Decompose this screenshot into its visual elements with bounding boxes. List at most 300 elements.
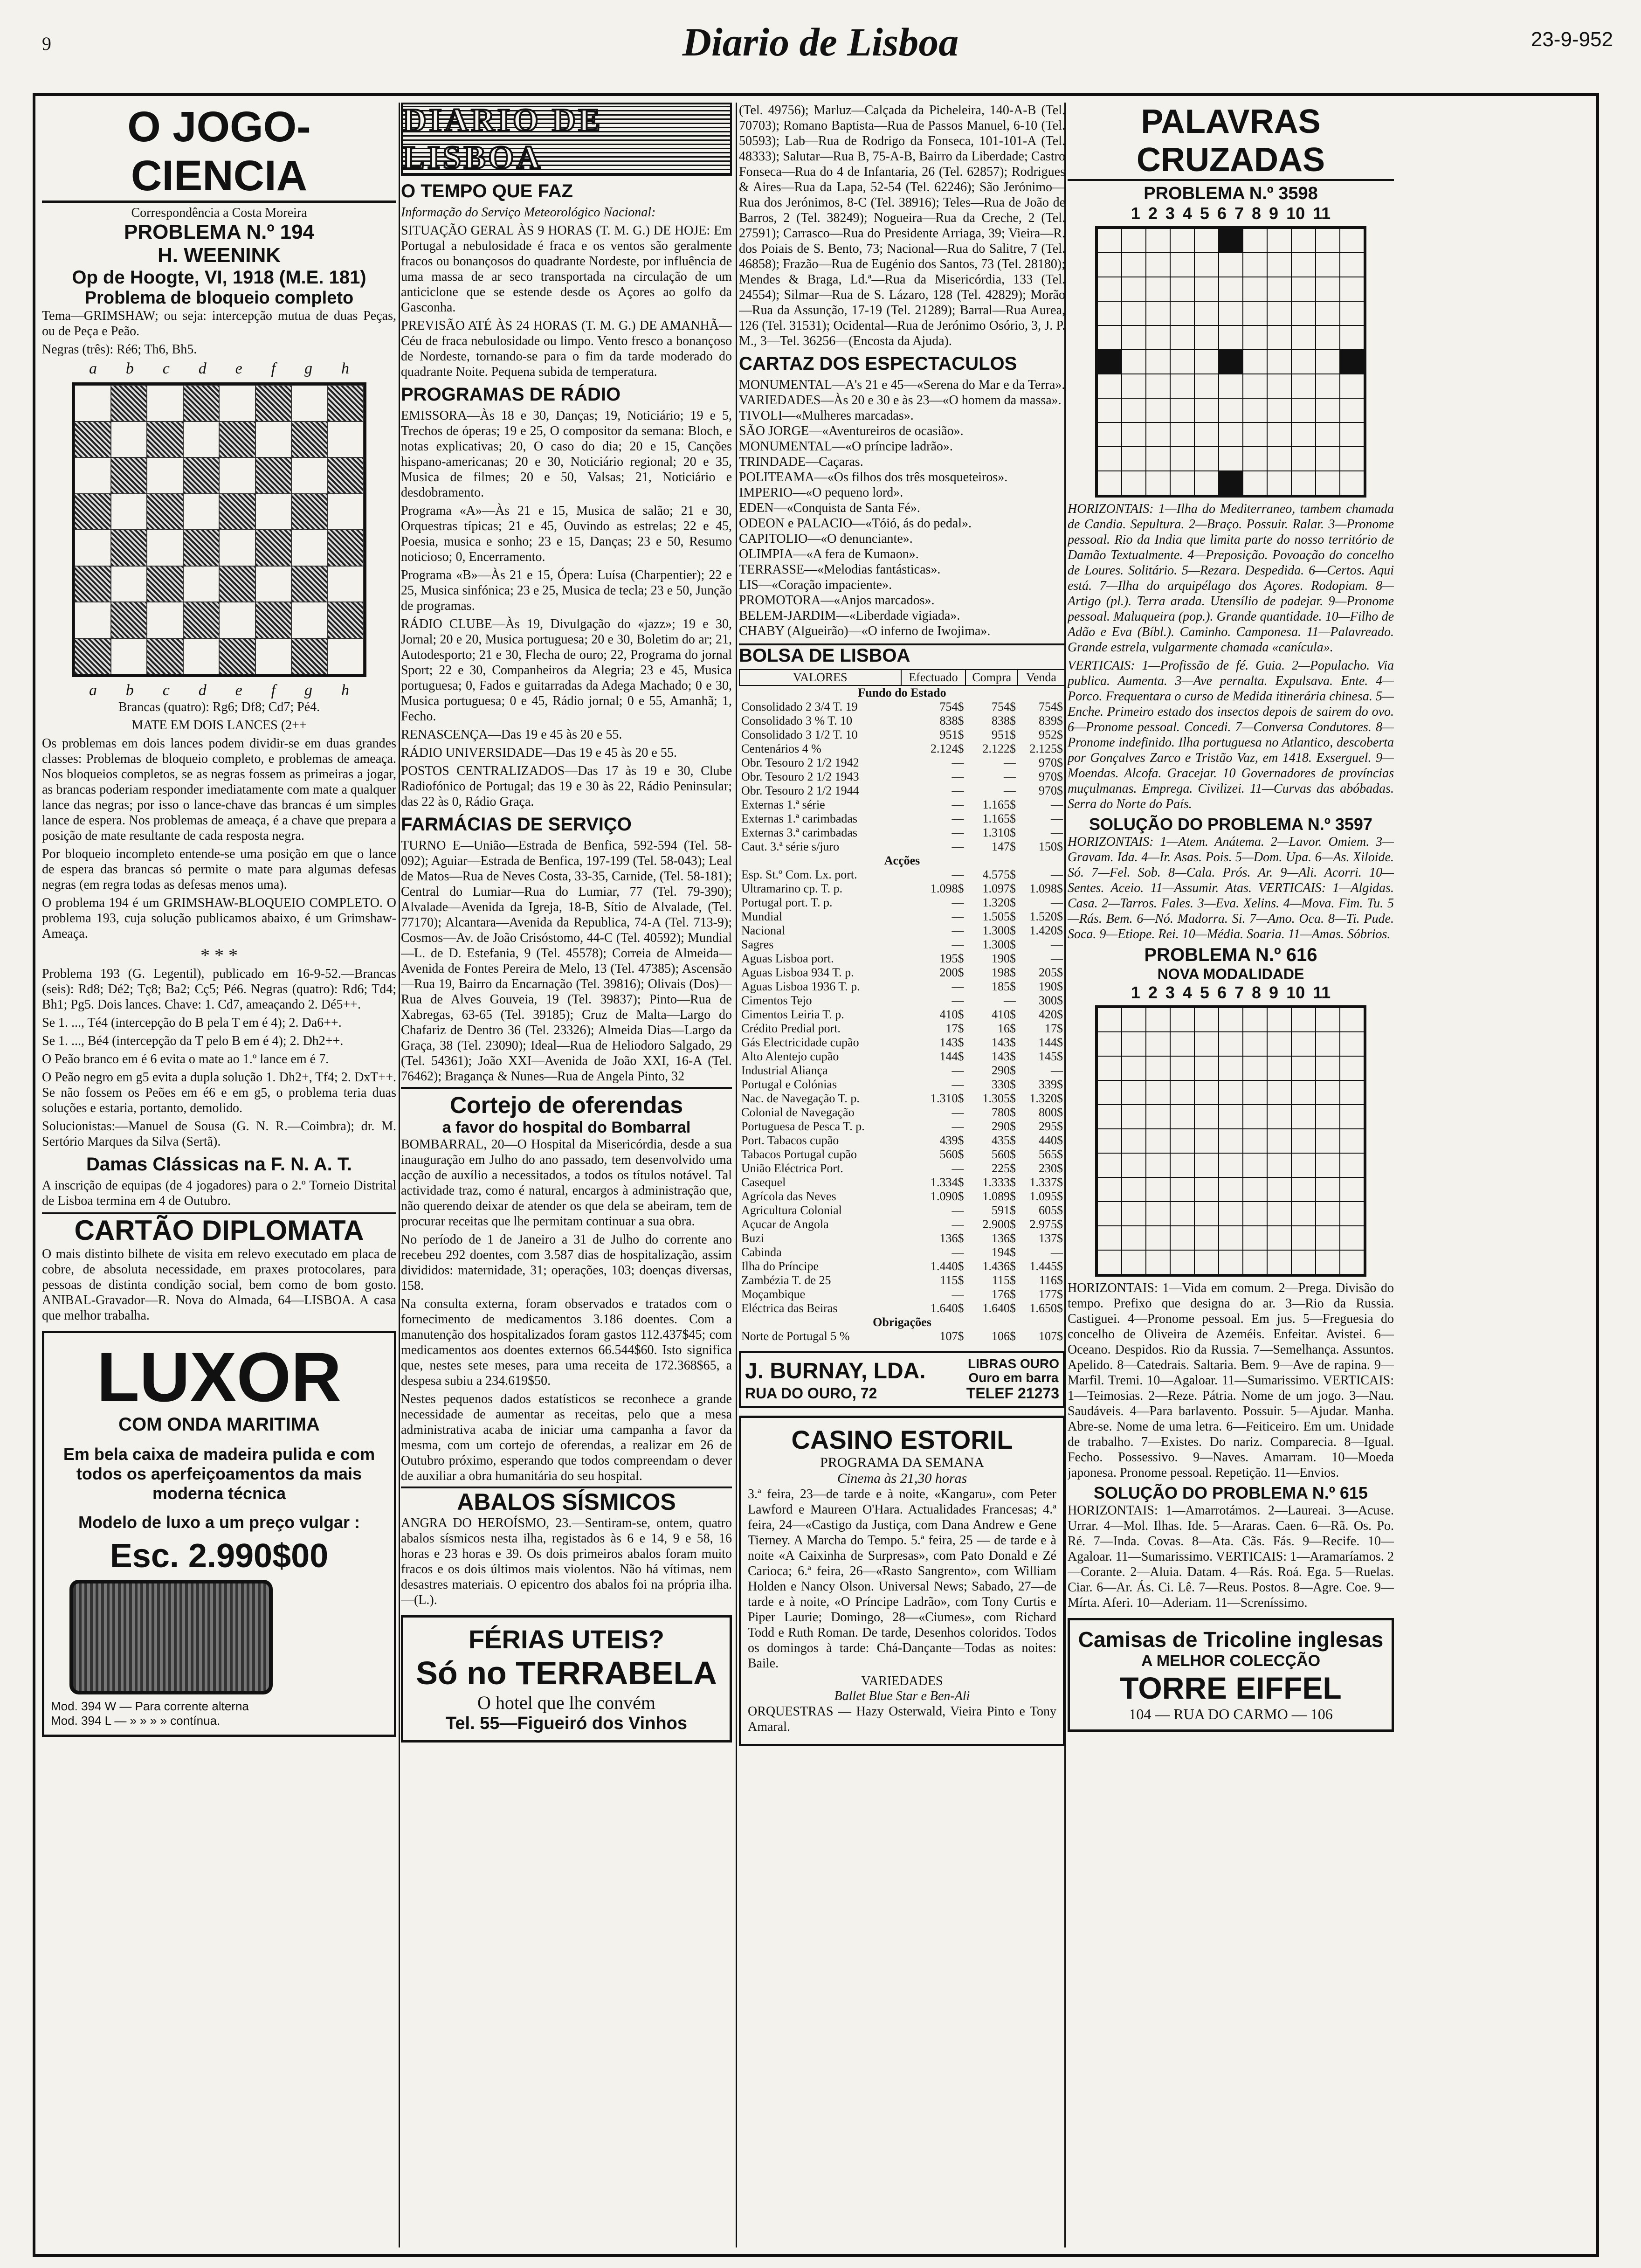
crossword-grid bbox=[1095, 226, 1366, 498]
crossword-cell bbox=[1291, 350, 1316, 374]
tempo-text: PREVISÃO ATÉ ÀS 24 HORAS (T. M. G.) DE AMANHÃ—Céu de fraca nebulosidade ou limpo. Vento fresco a bonançoso de Nordeste, tornando-se para o fim da tarde moderado do quadrante Noite. Pequena subida de temperatura. bbox=[401, 318, 732, 379]
table-cell: 410$ bbox=[939, 1008, 964, 1021]
table-cell: 2.900$ bbox=[982, 1217, 1016, 1231]
table-cell: 591$ bbox=[991, 1203, 1016, 1217]
table-cell: 143$ bbox=[939, 1036, 964, 1049]
luxor-brand: LUXOR bbox=[97, 1338, 342, 1416]
table-cell: 143$ bbox=[991, 1050, 1016, 1063]
solution-title: SOLUÇÃO DO PROBLEMA N.º 615 bbox=[1094, 1483, 1368, 1502]
table-cell: — bbox=[952, 798, 964, 811]
crossword-cell bbox=[1316, 1008, 1340, 1032]
bolsa-title: BOLSA DE LISBOA bbox=[739, 643, 1065, 666]
crossword-cell bbox=[1340, 277, 1364, 301]
board-square bbox=[255, 566, 292, 602]
table-cell: Colonial de Navegação bbox=[741, 1106, 855, 1119]
table-cell: — bbox=[952, 826, 964, 839]
table-row bbox=[739, 1329, 1065, 1343]
crossword-cell bbox=[1194, 471, 1219, 495]
board-square bbox=[75, 494, 111, 530]
table-cell: 150$ bbox=[1039, 840, 1063, 853]
crossword-cell bbox=[1122, 1080, 1146, 1105]
crossword-cell bbox=[1219, 325, 1243, 350]
crossword-cell bbox=[1194, 1105, 1219, 1129]
crossword-cell bbox=[1170, 1008, 1194, 1032]
table-cell: 1.300$ bbox=[982, 938, 1016, 951]
crossword-cell bbox=[1146, 1032, 1170, 1056]
crossword-cell bbox=[1146, 253, 1170, 277]
crossword-cell bbox=[1146, 1056, 1170, 1080]
crossword-cell bbox=[1340, 1177, 1364, 1202]
board-square bbox=[291, 494, 328, 530]
news-column bbox=[401, 103, 732, 1742]
crossword-cell bbox=[1291, 471, 1316, 495]
board-square bbox=[328, 457, 364, 494]
crossword-cell bbox=[1316, 1202, 1340, 1226]
chess-board bbox=[72, 382, 366, 677]
table-cell: — bbox=[1051, 896, 1063, 909]
board-square bbox=[291, 638, 328, 675]
crossword-cell bbox=[1146, 301, 1170, 325]
table-section-title: Fundo do Estado bbox=[858, 686, 946, 699]
crossword-cell bbox=[1170, 325, 1194, 350]
ferias-title: FÉRIAS UTEIS? bbox=[468, 1625, 665, 1654]
crossword-cell bbox=[1267, 253, 1291, 277]
crossword-cell bbox=[1243, 325, 1267, 350]
table-cell: 144$ bbox=[1039, 1036, 1063, 1049]
crossword-cell bbox=[1097, 253, 1122, 277]
table-cell: Buzi bbox=[741, 1231, 765, 1245]
table-cell: — bbox=[1003, 784, 1016, 797]
board-square bbox=[255, 530, 292, 566]
table-cell: 1.090$ bbox=[930, 1189, 964, 1203]
board-square bbox=[219, 566, 255, 602]
crossword-cell bbox=[1194, 1032, 1219, 1056]
crossword-cell bbox=[1219, 1250, 1243, 1274]
crossword-modality: NOVA MODALIDADE bbox=[1157, 966, 1304, 982]
crossword-cell bbox=[1267, 1226, 1291, 1250]
crossword-cell bbox=[1243, 471, 1267, 495]
table-row bbox=[739, 1120, 1065, 1134]
board-square bbox=[183, 530, 220, 566]
luxor-model: Modelo de luxo a um preço vulgar : bbox=[78, 1513, 360, 1532]
casino-ballet: Ballet Blue Star e Ben-Ali bbox=[834, 1689, 970, 1703]
table-cell: União Eléctrica Port. bbox=[741, 1162, 843, 1175]
table-cell: — bbox=[952, 1245, 964, 1259]
crossword-cell bbox=[1194, 447, 1219, 471]
crossword-cell bbox=[1170, 1177, 1194, 1202]
crossword-cell bbox=[1122, 1250, 1146, 1274]
luxor-price: Esc. 2.990$00 bbox=[110, 1537, 329, 1575]
radio-text: EMISSORA—Às 18 e 30, Danças; 19, Noticiário; 19 e 5, Trechos de óperas; 19 e 25, O compositor da semana: Bloch, e notas explicativas; 20, O caso do dia; 20 e 15, Canções hispano-americanas; 20 e 30, Noticiário regional; 20 e 35, Musica de filmes; 20 e 50, Valsas; 21, Noticiário e desdobramento. bbox=[401, 408, 732, 500]
crossword-grid bbox=[1095, 1005, 1366, 1277]
table-cell: 1.300$ bbox=[982, 924, 1016, 937]
board-square bbox=[147, 638, 183, 675]
board-square bbox=[75, 530, 111, 566]
torre-eiffel-ad bbox=[1068, 1618, 1394, 1732]
table-cell: — bbox=[952, 896, 964, 909]
table-cell: 190$ bbox=[1039, 980, 1063, 993]
crossword-cell bbox=[1267, 1177, 1291, 1202]
table-cell: 1.640$ bbox=[982, 1301, 1016, 1315]
table-cell: 1.440$ bbox=[930, 1259, 964, 1273]
blacks-position: Negras (três): Ré6; Th6, Bh5. bbox=[42, 342, 197, 357]
chess-text: Se 1. ..., Bé4 (intercepção da T pelo B em é 4); 2. Dh2++. bbox=[42, 1034, 344, 1048]
board-square bbox=[219, 422, 255, 458]
crossword-cell bbox=[1219, 422, 1243, 447]
crossword-cell bbox=[1122, 374, 1146, 398]
table-cell: Agrícola das Neves bbox=[741, 1189, 836, 1203]
crossword-cell bbox=[1316, 1177, 1340, 1202]
table-row bbox=[739, 938, 1065, 952]
table-row bbox=[739, 952, 1065, 966]
crossword-cell bbox=[1340, 325, 1364, 350]
table-row bbox=[739, 1064, 1065, 1078]
crossword-cell bbox=[1194, 301, 1219, 325]
table-cell: 205$ bbox=[1039, 966, 1063, 979]
crossword-cell bbox=[1097, 1080, 1122, 1105]
damas-text: A inscrição de equipas (de 4 jogadores) para o 2.º Torneio Distrital de Lisboa termina em 4 de Outubro. bbox=[42, 1178, 396, 1208]
crossword-cell bbox=[1146, 374, 1170, 398]
whites-position: Brancas (quatro): Rg6; Df8; Cd7; Pé4. bbox=[118, 700, 320, 714]
board-files-top: a b c d e f g h bbox=[89, 360, 349, 377]
crossword-cell bbox=[1097, 422, 1122, 447]
table-cell: Nac. de Navegação T. p. bbox=[741, 1092, 860, 1105]
table-cell: — bbox=[1051, 1245, 1063, 1259]
radio-text: Programa «A»—Às 21 e 15, Musica de salão; 21 e 30, Orquestras típicas; 21 e 45, Ouvindo as estrelas; 22 e 45, Poesia, musica e sonho; 23 e 15, Danças; 23 e 50, Resumo noticioso; 0, Encerramento. bbox=[401, 504, 732, 564]
table-cell: — bbox=[952, 756, 964, 769]
table-cell: 230$ bbox=[1039, 1162, 1063, 1175]
crossword-cell bbox=[1146, 277, 1170, 301]
crossword-cell bbox=[1194, 1250, 1219, 1274]
crossword-cell bbox=[1219, 253, 1243, 277]
table-cell: 838$ bbox=[991, 714, 1016, 727]
table-cell: 1.640$ bbox=[930, 1301, 964, 1315]
crossword-cell bbox=[1194, 374, 1219, 398]
crossword-cell bbox=[1267, 1153, 1291, 1177]
board-square bbox=[147, 422, 183, 458]
crossword-cell bbox=[1170, 1153, 1194, 1177]
table-cell: — bbox=[952, 994, 964, 1007]
crossword-problem: PROBLEMA N.º 616 bbox=[1144, 945, 1317, 965]
crossword-cell bbox=[1219, 1105, 1243, 1129]
crossword-cell bbox=[1316, 277, 1340, 301]
table-row bbox=[739, 882, 1065, 896]
chess-text: Os problemas em dois lances podem dividir-se em duas grandes classes: Problemas de bloqueio completo, e problemas de ameaça. Nos bloqueios completos, se as negras fossem as primeiras a jogar, as brancas poderiam responder imediatamente com mate a qualquer lance das negras; por isso o lance-chave das brancas é um simples lance de espera. Nos problemas de ameaça, é a chave que prepara a posição de mate resultante de cada resposta negra. bbox=[42, 736, 396, 843]
table-cell: 605$ bbox=[1039, 1203, 1063, 1217]
crossword-cell bbox=[1122, 1008, 1146, 1032]
crossword-cell bbox=[1219, 1032, 1243, 1056]
crossword-cell bbox=[1243, 422, 1267, 447]
table-cell: 800$ bbox=[1039, 1106, 1063, 1119]
board-square bbox=[183, 422, 220, 458]
crossword-cell bbox=[1291, 228, 1316, 253]
table-row bbox=[739, 1203, 1065, 1217]
table-row bbox=[739, 896, 1065, 910]
crossword-cell bbox=[1146, 447, 1170, 471]
crossword-cell bbox=[1194, 1202, 1219, 1226]
crossword-cell bbox=[1291, 374, 1316, 398]
table-cell: Tabacos Portugal cupão bbox=[741, 1148, 857, 1161]
crossword-cell bbox=[1122, 1129, 1146, 1153]
table-cell: Moçambique bbox=[741, 1287, 806, 1301]
table-cell: Agricultura Colonial bbox=[741, 1203, 842, 1217]
crossword-cell bbox=[1267, 422, 1291, 447]
crossword-cell bbox=[1170, 1056, 1194, 1080]
column-divider bbox=[736, 103, 737, 2247]
chess-text: Se 1. ..., Té4 (intercepção do B pela T em é 4); 2. Da6++. bbox=[42, 1016, 342, 1030]
crossword-cell bbox=[1194, 325, 1219, 350]
table-cell: Consolidado 3 1/2 T. 10 bbox=[741, 728, 858, 741]
problem-subtitle: Problema de bloqueio completo bbox=[84, 288, 354, 308]
crossword-cell bbox=[1340, 1250, 1364, 1274]
crossword-cell bbox=[1340, 253, 1364, 277]
board-square bbox=[147, 530, 183, 566]
radio-text: POSTOS CENTRALIZADOS—Das 17 às 19 e 30, Clube Radiofónico de Portugal; das 19 e 30 às 22, Rádio Peninsular; das 22 às 0, Rádio Graça. bbox=[401, 764, 732, 809]
table-row bbox=[739, 770, 1065, 784]
crossword-cell bbox=[1340, 471, 1364, 495]
crossword-cell bbox=[1340, 1008, 1364, 1032]
crossword-column bbox=[1068, 103, 1394, 1732]
board-square bbox=[111, 422, 147, 458]
crossword-cell bbox=[1219, 471, 1243, 495]
separator-stars: * * * bbox=[200, 945, 238, 966]
crossword-cell bbox=[1194, 1056, 1219, 1080]
burnay-line: Ouro em barra bbox=[968, 1370, 1059, 1385]
crossword-cell bbox=[1291, 1153, 1316, 1177]
crossword-cell bbox=[1267, 277, 1291, 301]
crossword-cell bbox=[1122, 1056, 1146, 1080]
crossword-cell bbox=[1170, 422, 1194, 447]
table-cell: Aguas Lisboa 934 T. p. bbox=[741, 966, 854, 979]
camisas-line: Camisas de Tricoline inglesas bbox=[1078, 1627, 1384, 1652]
crossword-cell bbox=[1316, 325, 1340, 350]
crossword-cell bbox=[1340, 1080, 1364, 1105]
crossword-title: PALAVRAS CRUZADAS bbox=[1068, 103, 1394, 181]
table-cell: 1.098$ bbox=[1029, 882, 1063, 895]
crossword-cell bbox=[1219, 1153, 1243, 1177]
cortejo-text: BOMBARRAL, 20—O Hospital da Misericórdia, desde a sua inauguração em Julho do ano passado, tem desenvolvido uma acção de auxílio a necessitados, a todos os títulos notável. Tal actividade traz, como é natural, encargos à administração que, não querendo deixar de atender os que dela se abeiram, tem de procurar receitas que lhe permitam continuar a sua obra. bbox=[401, 1137, 732, 1229]
table-cell: — bbox=[1051, 826, 1063, 839]
casino-text: 3.ª feira, 23—de tarde e à noite, «Kangaru», com Peter Lawford e Maureen O'Hara. Actualidades Francesas; 4.ª feira, 24—«Castigo da Justiça, com Dana Andrew e Gene Tierney. A Marcha do Tempo. 5.ª feira, 25 — de tarde e à noite «A Caixinha de Surpresas», com Pato Donald e Zé Carioca; 6.ª feira, 26—«Rasto Sangrento», com William Holden e Nancy Olson. Universal News; Sabado, 27—de tarde e à noite, «O Príncipe Ladrão», com Tony Curtis e Piper Laurie; Domingo, 28—«Ciumes», com Richard Todd e Ruth Roman. De tarde, Desenhos coloridos. Todos os domingos à tarde: Chá-Dançante—Todas as noites: Baile. bbox=[748, 1487, 1056, 1671]
crossword-cell bbox=[1097, 1153, 1122, 1177]
table-cell: 839$ bbox=[1039, 714, 1063, 727]
crossword-cell bbox=[1316, 447, 1340, 471]
board-square bbox=[219, 638, 255, 675]
crossword-cell bbox=[1146, 1153, 1170, 1177]
board-square bbox=[255, 638, 292, 675]
table-cell: — bbox=[1003, 756, 1016, 769]
table-cell: 1.098$ bbox=[930, 882, 964, 895]
board-square bbox=[328, 602, 364, 638]
crossword-cell bbox=[1122, 1202, 1146, 1226]
crossword-clues: HORIZONTAIS: 1—Vida em comum. 2—Prega. Divisão do tempo. Prefixo que designa do ar. 3—Rio da Russia. Castiguei. 4—Pronome pessoal. Em jus. 5—Freguesia do concelho de Oliveira de Azeméis. Enfeitar. Avistei. 6—Oceano. Despidos. Rio da Russia. 7—Semelhança. Assuntos. Apelido. 8—Catedrais. Saltaria. Bem. 9—Ave de rapina. 9—Marfil. Tremi. 10—Agaloar. 11—Sumarissimo. VERTICAIS: 1—Teimosias. 2—Reze. Pátria. Nome de um jogo. 3—Nau. Saudáveis. 4—Para barlavento. Possuir. 5—Ajudar. Manha. Abre-se. Nome de uma letra. 6—Feiticeiro. Em um. Unidade de trabalho. 7—Existes. Do nariz. Comparecia. 8—Igual. Fecho. Possessivo. 9—Naves. Amarram. 10—Moeda japonesa. Pronome pessoal. Repetição. 11—Envios. bbox=[1068, 1281, 1394, 1480]
board-square bbox=[219, 494, 255, 530]
table-cell: 1.165$ bbox=[982, 812, 1016, 825]
column-divider bbox=[399, 103, 400, 2247]
table-row bbox=[739, 1301, 1065, 1315]
radio-title: PROGRAMAS DE RÁDIO bbox=[401, 384, 621, 405]
table-row bbox=[739, 840, 1065, 854]
table-cell: 435$ bbox=[991, 1134, 1016, 1147]
board-square bbox=[291, 385, 328, 422]
table-row bbox=[739, 1050, 1065, 1064]
crossword-problem: PROBLEMA N.º 3598 bbox=[1144, 184, 1318, 203]
table-cell: — bbox=[952, 1287, 964, 1301]
board-square bbox=[75, 457, 111, 494]
crossword-cell bbox=[1170, 350, 1194, 374]
table-cell: 200$ bbox=[939, 966, 964, 979]
pharmacy-continued: (Tel. 49756); Marluz—Calçada da Picheleira, 140-A-B (Tel. 70703); Romano Baptista—Rua de Passos Manuel, 6-10 (Tel. 50593); Lab—Rua de Rodrigo da Fonseca, 101-101-A (Tel. 48333); Salutar—Rua B, 75-A-B, Bairro da Liberdade; Castro Fonseca—Rua do 4 de Infantaria, 26 (Tel. 62857); Rodrigues & Aires—Rua da Lapa, 52-54 (Tel. 62246); São Jerónimo—Rua dos Jerónimos, 8-C (Tel. 38916); Teles—Rua de João de Barros, 2 (Tel. 38249); Nogueira—Rua da Creche, 2 (Tel. 27591); Carrasco—Rua do Presidente Arriaga, 39; Vieira—R. dos Poiais de S. Bento, 73; Nacional—Rua do Salitre, 7 (Tel. 46858); Frazão—Rua de Eugénio dos Santos, 73 (Tel. 28180); Mendes & Braga, Ld.ª—Rua da Misericórdia, 133 (Tel. 24554); Silmar—Rua de S. Lázaro, 128 (Tel. 42829); Morão—Rua da Assunção, 17-19 (Tel. 21289); Barral—Rua Aurea, 126 (Tel. 31531); Ocidental—Rua de Jerónimo Osório, 3, J. P. M., 3—Tel. 36256—(Encosta da Ajuda). bbox=[739, 103, 1065, 348]
crossword-cell bbox=[1243, 1226, 1267, 1250]
table-cell: 1.445$ bbox=[1029, 1259, 1063, 1273]
table-cell: 838$ bbox=[939, 714, 964, 727]
crossword-cell bbox=[1340, 301, 1364, 325]
table-row bbox=[739, 924, 1065, 938]
table-row bbox=[739, 1175, 1065, 1189]
crossword-cell bbox=[1219, 277, 1243, 301]
table-row bbox=[739, 700, 1065, 714]
crossword-cell bbox=[1122, 1032, 1146, 1056]
chess-text: O Peão negro em g5 evita a dupla solução 1. Dh2+, Tf4; 2. DxT++. Se não fossem os Peões em é6 e em g5, o problema teria duas soluções e estaria, portanto, demolido. bbox=[42, 1070, 396, 1115]
table-row bbox=[739, 1245, 1065, 1259]
table-cell: 1.310$ bbox=[930, 1092, 964, 1105]
table-cell: Externas 3.ª carimbadas bbox=[741, 826, 858, 839]
board-square bbox=[328, 638, 364, 675]
list-item: ODEON e PALACIO—«Tóió, ás do pedal». bbox=[739, 516, 972, 531]
table-cell: Aguas Lisboa 1936 T. p. bbox=[741, 980, 860, 993]
crossword-cell bbox=[1316, 1032, 1340, 1056]
board-square bbox=[255, 457, 292, 494]
newspaper-logo: DIARIO DE LISBOA bbox=[401, 103, 732, 176]
list-item: OLIMPIA—«A fera de Kumaon». bbox=[739, 547, 919, 561]
list-item: MONUMENTAL—A's 21 e 45—«Serena do Mar e da Terra». bbox=[739, 378, 1065, 392]
table-cell: Consolidado 3 % T. 10 bbox=[741, 714, 853, 727]
cortejo-text: No período de 1 de Janeiro a 31 de Julho do corrente ano recebeu 292 doentes, com 3.587 dias de hospitalização, assim divididos: maternidade, 31; operações, 103; doenças diversas, 158. bbox=[401, 1232, 732, 1293]
table-cell: Sagres bbox=[741, 938, 774, 951]
crossword-cell bbox=[1291, 1080, 1316, 1105]
crossword-cell bbox=[1097, 301, 1122, 325]
table-cell: 190$ bbox=[991, 952, 1016, 965]
crossword-cell bbox=[1219, 1008, 1243, 1032]
table-cell: 1.333$ bbox=[982, 1175, 1016, 1189]
table-section-title: Acções bbox=[884, 854, 920, 867]
crossword-cell bbox=[1291, 253, 1316, 277]
burnay-name: J. BURNAY, LDA. bbox=[745, 1358, 926, 1383]
crossword-cell bbox=[1170, 447, 1194, 471]
crossword-cell bbox=[1243, 1080, 1267, 1105]
burnay-address: RUA DO OURO, 72 bbox=[745, 1385, 877, 1402]
abalos-text: ANGRA DO HEROÍSMO, 23.—Sentiram-se, ontem, quatro abalos sísmicos nesta ilha, registados às 6 e 14, 9 e 58, 16 horas e 23 horas e 39. Os dois primeiros abalos foram muito fracos e os dois últimos mais violentos. Não há vítimas, nem desastres materiais. O epicentro dos abalos foi na própria ilha.—(L.). bbox=[401, 1516, 732, 1607]
crossword-cell bbox=[1194, 1008, 1219, 1032]
table-cell: — bbox=[1003, 994, 1016, 1007]
table-cell: 17$ bbox=[1045, 1022, 1063, 1035]
table-cell: 970$ bbox=[1039, 770, 1063, 783]
abalos-title: ABALOS SÍSMICOS bbox=[401, 1487, 732, 1515]
crossword-cell bbox=[1170, 471, 1194, 495]
table-cell: Norte de Portugal 5 % bbox=[741, 1329, 850, 1343]
crossword-cell bbox=[1122, 1105, 1146, 1129]
problem-theme: Tema—GRIMSHAW; ou seja: intercepção mutua de duas Peças, ou de Peça e Peão. bbox=[42, 309, 396, 339]
crossword-cell bbox=[1194, 398, 1219, 422]
crossword-cell bbox=[1267, 1105, 1291, 1129]
board-square bbox=[183, 602, 220, 638]
list-item: PROMOTORA—«Anjos marcados». bbox=[739, 593, 935, 608]
table-cell: 176$ bbox=[991, 1287, 1016, 1301]
mate-instruction: MATE EM DOIS LANCES (2++ bbox=[131, 718, 307, 733]
crossword-cell bbox=[1243, 1032, 1267, 1056]
burnay-ad bbox=[739, 1351, 1065, 1408]
table-cell: 440$ bbox=[1039, 1134, 1063, 1147]
table-cell: 1.097$ bbox=[982, 882, 1016, 895]
list-item: TIVOLI—«Mulheres marcadas». bbox=[739, 408, 914, 423]
crossword-cell bbox=[1291, 398, 1316, 422]
crossword-cell bbox=[1340, 1105, 1364, 1129]
table-cell: Externas 1.ª série bbox=[741, 798, 825, 811]
table-row bbox=[739, 1008, 1065, 1022]
table-cell: 107$ bbox=[1039, 1329, 1063, 1343]
crossword-cell bbox=[1316, 253, 1340, 277]
crossword-cell bbox=[1243, 1056, 1267, 1080]
board-square bbox=[75, 602, 111, 638]
table-cell: — bbox=[1051, 938, 1063, 951]
crossword-cell bbox=[1243, 1008, 1267, 1032]
casino-subtitle: PROGRAMA DA SEMANA bbox=[820, 1455, 984, 1470]
chess-text: O problema 194 é um GRIMSHAW-BLOQUEIO COMPLETO. O problema 193, cuja solução publicamos abaixo, é um Grimshaw-Ameaça. bbox=[42, 896, 396, 941]
board-square bbox=[291, 422, 328, 458]
crossword-cell bbox=[1267, 325, 1291, 350]
crossword-cell bbox=[1291, 1032, 1316, 1056]
crossword-cell bbox=[1243, 277, 1267, 301]
crossword-cell bbox=[1316, 1153, 1340, 1177]
crossword-cell bbox=[1316, 422, 1340, 447]
table-cell: 951$ bbox=[939, 728, 964, 741]
crossword-cell bbox=[1146, 1105, 1170, 1129]
crossword-cell bbox=[1170, 277, 1194, 301]
table-cell: Mundial bbox=[741, 910, 783, 923]
table-cell: 225$ bbox=[991, 1162, 1016, 1175]
crossword-cell bbox=[1122, 1177, 1146, 1202]
table-row bbox=[739, 1259, 1065, 1273]
crossword-cell bbox=[1219, 447, 1243, 471]
board-square bbox=[147, 602, 183, 638]
crossword-cell bbox=[1170, 1105, 1194, 1129]
table-cell: Ilha do Príncipe bbox=[741, 1259, 819, 1273]
crossword-cell bbox=[1267, 1202, 1291, 1226]
board-square bbox=[111, 494, 147, 530]
crossword-cell bbox=[1170, 1129, 1194, 1153]
board-square bbox=[111, 385, 147, 422]
crossword-cell bbox=[1219, 374, 1243, 398]
table-cell: Externas 1.ª carimbadas bbox=[741, 812, 858, 825]
table-cell: — bbox=[952, 1120, 964, 1133]
crossword-cell bbox=[1316, 1056, 1340, 1080]
crossword-cell bbox=[1170, 374, 1194, 398]
crossword-cell bbox=[1146, 350, 1170, 374]
damas-title: Damas Clássicas na F. N. A. T. bbox=[86, 1154, 352, 1175]
crossword-cell bbox=[1097, 277, 1122, 301]
table-row bbox=[739, 742, 1065, 756]
table-cell: 1.165$ bbox=[982, 798, 1016, 811]
table-row bbox=[739, 966, 1065, 980]
crossword-cell bbox=[1316, 374, 1340, 398]
board-square bbox=[111, 530, 147, 566]
board-square bbox=[147, 457, 183, 494]
list-item: LIS—«Coração impaciente». bbox=[739, 578, 892, 592]
table-cell: 136$ bbox=[939, 1231, 964, 1245]
table-cell: 330$ bbox=[991, 1078, 1016, 1091]
crossword-cell bbox=[1194, 277, 1219, 301]
table-cell: — bbox=[952, 910, 964, 923]
